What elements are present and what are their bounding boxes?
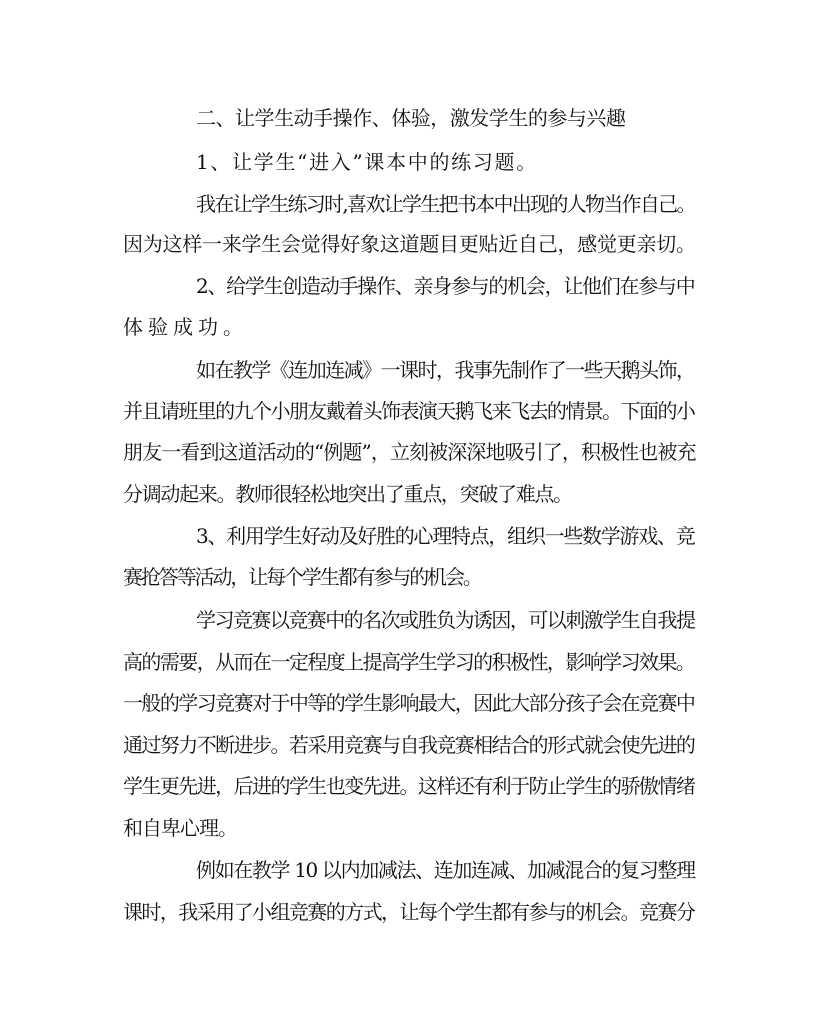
paragraph-line: 高的需要，从而在一定程度上提高学生学习的积极性，影响学习效果。 [123,650,695,674]
paragraph-line: 分调动起来。教师很轻松地突出了重点，突破了难点。 [123,482,572,506]
paragraph-line: 通过努力不断进步。若采用竞赛与自我竞赛相结合的形式就会使先进的 [123,733,695,757]
paragraph-line: 因为这样一来学生会觉得好象这道题目更贴近自己，感觉更亲切。 [123,232,696,256]
paragraph-line: 课时，我采用了小组竞赛的方式，让每个学生都有参与的机会。竞赛分 [123,900,695,924]
paragraph-line: 1、让学生“进入”课本中的练习题。 [196,150,538,174]
paragraph-line: 学习竞赛以竞赛中的名次或胜负为诱因，可以刺激学生自我提 [196,608,695,632]
paragraph-line: 体验成功。 [123,315,248,339]
paragraph-line: 例如在教学 10 以内加减法、连加连减、加减混合的复习整理 [196,858,695,882]
paragraph-line: 朋友一看到这道活动的“例题”，立刻被深深地吸引了，积极性也被充 [123,440,696,464]
paragraph-line: 如在教学《连加连减》一课时，我事先制作了一些天鹅头饰， [196,358,695,382]
paragraph-line: 3、利用学生好动及好胜的心理特点，组织一些数学游戏、竞 [196,524,695,548]
paragraph-line: 并且请班里的九个小朋友戴着头饰表演天鹅飞来飞去的情景。下面的小 [123,399,695,423]
paragraph-line: 学生更先进，后进的学生也变先进。这样还有利于防止学生的骄傲情绪 [123,774,695,798]
paragraph-line: 一般的学习竞赛对于中等的学生影响最大，因此大部分孩子会在竞赛中 [123,691,695,715]
paragraph-line: 2、给学生创造动手操作、亲身参与的机会，让他们在参与中 [196,274,695,298]
paragraph-line: 我在让学生练习时,喜欢让学生把书本中出现的人物当作自己。 [196,192,695,216]
paragraph-line: 和自卑心理。 [123,816,237,840]
paragraph-line: 赛抢答等活动，让每个学生都有参与的机会。 [123,565,481,589]
section-heading: 二、让学生动手操作、体验，激发学生的参与兴趣 [196,106,626,130]
